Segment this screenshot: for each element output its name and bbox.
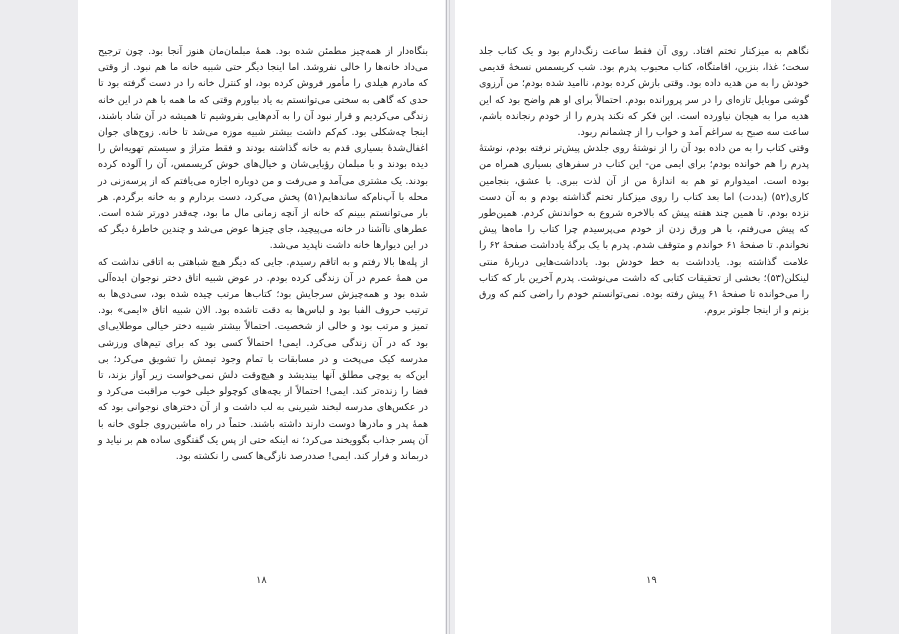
paragraph: نگاهم به میزکنار تختم افتاد. روی آن فقط ساعت زنگ‌دارم بود و یک کتاب جلد سخت؛ غذا، بنزین، اقامتگاه، کتاب محبوب پدرم بود. شب کریسمس نسخهٔ قدیمی خودش را به من هدیه داده بود. وقتی بازش کرده بودم، ناامید شده بودم؛ من آرزوی گوشی موبایل تازه‌ای را در سر پرورانده بودم. احتمالاً برای او هم واضح بود که این هدیه مرا به هیجان نیاورده است. این فکر که نکند پدرم را از خودم رنجانده باشم، ساعت سه صبح به سراغم آمد و خواب را از چشمانم ربود. [479, 46, 809, 139]
right-page [455, 0, 831, 634]
left-page-body [98, 44, 428, 465]
paragraph: بنگاه‌دار از همه‌چیز مطمئن شده بود. همهٔ مبلمان‌مان هنوز آنجا بود. چون ترجیح می‌داد خانه‌ها را خالی نفروشد. اما اینجا دیگر حتی شبیه خانه ما هم نبود. از وقتی که مادرم هیلدی را مأمور فروش کرده بود، او کنترل خانه را در دست گرفته بود تا حدی که گاهی به سختی می‌توانستم به یاد بیاورم وقتی که ما همه با هم در این خانه زندگی می‌کردیم و قرار نبود آن را به آدم‌هایی بفروشیم تا همیشه در آن شاد باشند، اینجا چه‌شکلی بود. کم‌کم داشت بیشتر شبیه موزه می‌شد تا خانه. زوج‌های جوان اغفال‌شدهٔ بسیاری قدم به خانه گذاشته بودند و فقط متراژ و سیستم تهویه‌اش را دیده بودند و با مبلمان رؤیایی‌شان و خیال‌های خوش کریسمس، آن را آلوده کرده بودند. یک مشتری می‌آمد و می‌رفت و من دوباره اجازه می‌یافتم که از پرسه‌زنی در محله با آپ‌نام‌که ساندهایم(۵۱) پخش می‌کرد، دست بردارم و به خانه برگردم. هر بار می‌توانستم ببینم که خانه از آنچه زمانی مال ما بود، چه‌قدر دورتر شده است. عطرهای ناآشنا در خانه می‌پیچید، جای چیزها عوض می‌شد و چندین خاطرهٔ دیگر که در این دیوارها خانه داشت ناپدید می‌شد. [98, 46, 428, 252]
left-page [78, 0, 445, 634]
paragraph: وقتی کتاب را به من داده بود آن را از نوشتهٔ روی جلدش پیش‌تر نرفته بودم، نوشتهٔ پدرم را هم خوانده بودم؛ برای ایمی من- این کتاب در سفرهای بسیاری همراه من بوده است. امیدوارم تو هم به اندازهٔ من از آن لذت ببری. با عشق، بنجامین کاری(۵۲) (بددت) اما بعد کتاب را روی میزکنار تختم گذاشته بودم و به آن دست نزده بودم. تا همین چند هفته پیش که بالاخره شروع به خواندنش کردم. همین‌طور که پیش می‌رفتم، با هر ورق زدن از خودم می‌پرسیدم چرا کتاب را ماه‌ها پیش نخواندم. تا صفحهٔ ۶۱ خواندم و متوقف شدم. پدرم با یک برگهٔ یادداشت صفحهٔ ۶۲ را علامت گذاشته بود. یادداشت به خط خودش بود. یادداشت‌هایی دربارهٔ منتی لینکلن(۵۳)؛ بخشی از تحقیقات کتابی که داشت می‌نوشت. پدرم آخرین بار که کتاب را می‌خوانده تا صفحهٔ ۶۱ پیش رفته بوده. نمی‌توانستم خودم را راضی کنم که ورق بزنم و از اینجا جلوتر بروم. [479, 143, 809, 317]
paragraph: از پله‌ها بالا رفتم و به اتاقم رسیدم. جایی که دیگر هیچ شباهتی به اتاقی نداشت که من همهٔ عمرم در آن زندگی کرده بودم. در عوض شبیه اتاق دختر نوجوان ایده‌آلی شده بود و همه‌چیزش سرجایش بود؛ کتاب‌ها مرتب چیده شده بود، سی‌دی‌ها به ترتیب حروف الفبا بود و لباس‌ها به دقت تاشده بود. الان شبیه اتاق «ایمی» بود. تمیز و مرتب بود و خالی از شخصیت. احتمالاً بیشتر شبیه دختر خیالی موطلایی‌ای بود که در آن زندگی می‌کرد. ایمی! احتمالاً کسی بود که برای تیم‌های ورزشی مدرسه کیک می‌پخت و در مسابقات با تمام وجود تیمش را تشویق می‌کرد؛ بی این‌که به یوچی مطلق آنها بیندیشد و هیچ‌وقت دلش نمی‌خواست زیر آواز بزند، تا فضا را زنده‌تر کند. ایمی! احتمالاً از بچه‌های کوچولو خیلی خوب مراقبت می‌کرد و در عکس‌های مدرسه لبخند شیرینی به لب داشت و از آن دخترهای نوجوانی بود که همهٔ پدر و مادرها دوست دارند داشته باشند. حتماً در راه ماشین‌روی جلوی خانه با آن پسر جذاب بگوویخند می‌کرد؛ نه اینکه حتی از پس یک گفتگوی ساده هم بر نیاید و دربماند و فرار کند. ایمی! صددرصد نازگی‌ها کسی را نکشته بود. [98, 256, 428, 463]
page-number: ۱۹ [646, 575, 657, 586]
page-divider [446, 0, 447, 634]
page-number: ۱۸ [256, 575, 267, 586]
right-page-body [479, 44, 809, 319]
page-divider-shadow [449, 0, 450, 634]
